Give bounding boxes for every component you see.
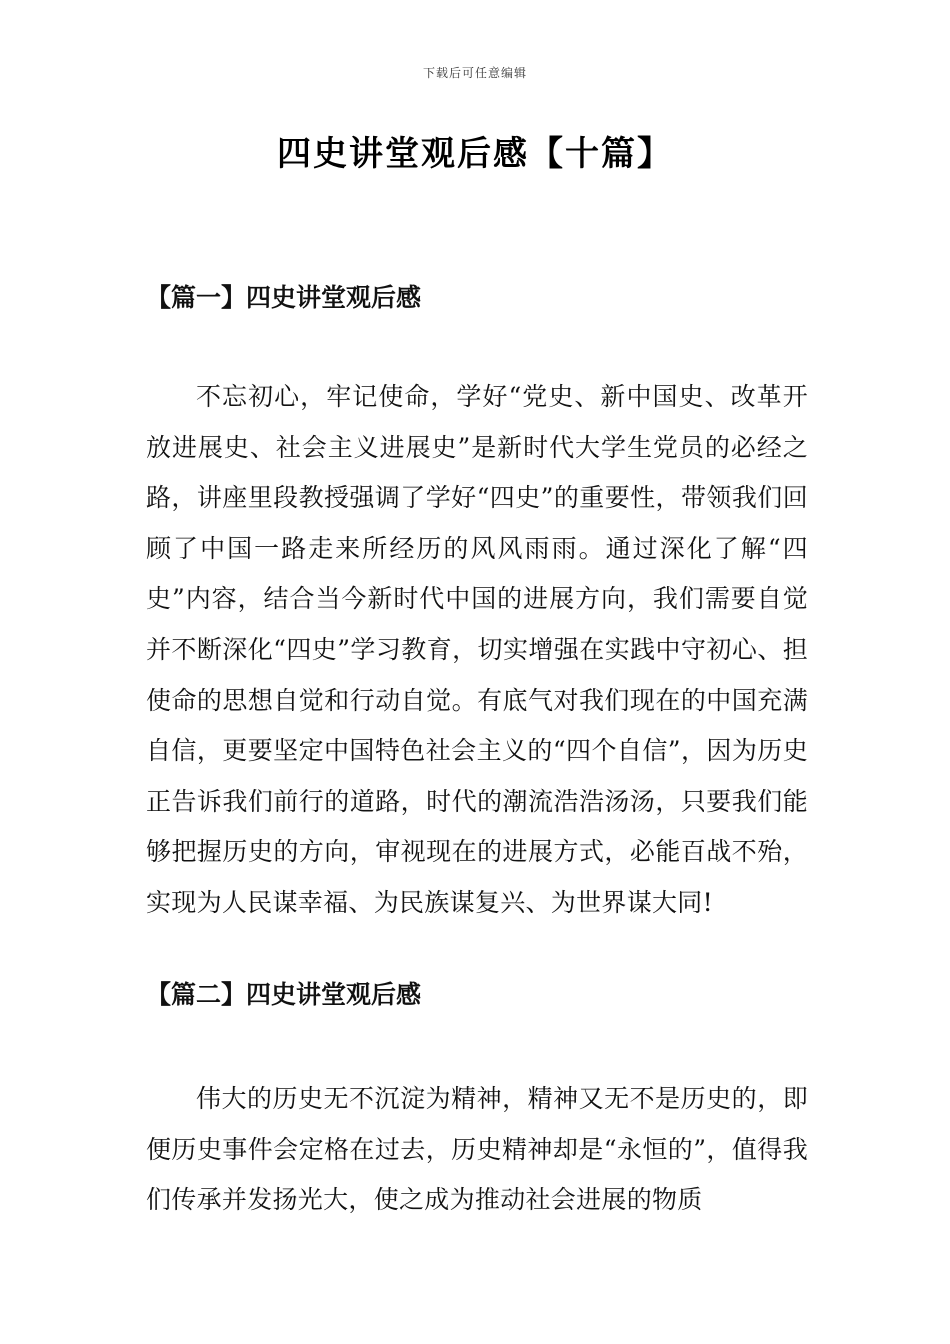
header-note: 下载后可任意编辑 xyxy=(422,66,527,80)
section-heading-2: 【篇二】四史讲堂观后感 xyxy=(146,980,422,1009)
section-paragraph-1: 不忘初心，牢记使命，学好“党史、新中国史、改革开放进展史、社会主义进展史”是新时代大学生党员的必经之路，讲座里段教授强调了学好“四史”的重要性，带领我们回顾了中国一路走来所经历的风风雨雨。通过深化了解“四史”内容，结合当今新时代中国的进展方向，我们需要自觉并不断深化“四史”学习教育，切实增强在实践中守初心、担使命的思想自觉和行动自觉。有底气对我们现在的中国充满自信，更要坚定中国特色社会主义的“四个自信”，因为历史正告诉我们前行的道路，时代的潮流浩浩汤汤，只要我们能够把握历史的方向，审视现在的进展方式，必能百战不殆，实现为人民谋幸福、为民族谋复兴、为世界谋大同! xyxy=(146,382,808,917)
section-paragraph-2: 伟大的历史无不沉淀为精神，精神又无不是历史的，即便历史事件会定格在过去，历史精神却是“永恒的”，值得我们传承并发扬光大，使之成为推动社会进展的物质 xyxy=(146,1084,808,1215)
section-heading-1: 【篇一】四史讲堂观后感 xyxy=(146,283,422,312)
document-title: 四史讲堂观后感【十篇】 xyxy=(277,134,673,174)
